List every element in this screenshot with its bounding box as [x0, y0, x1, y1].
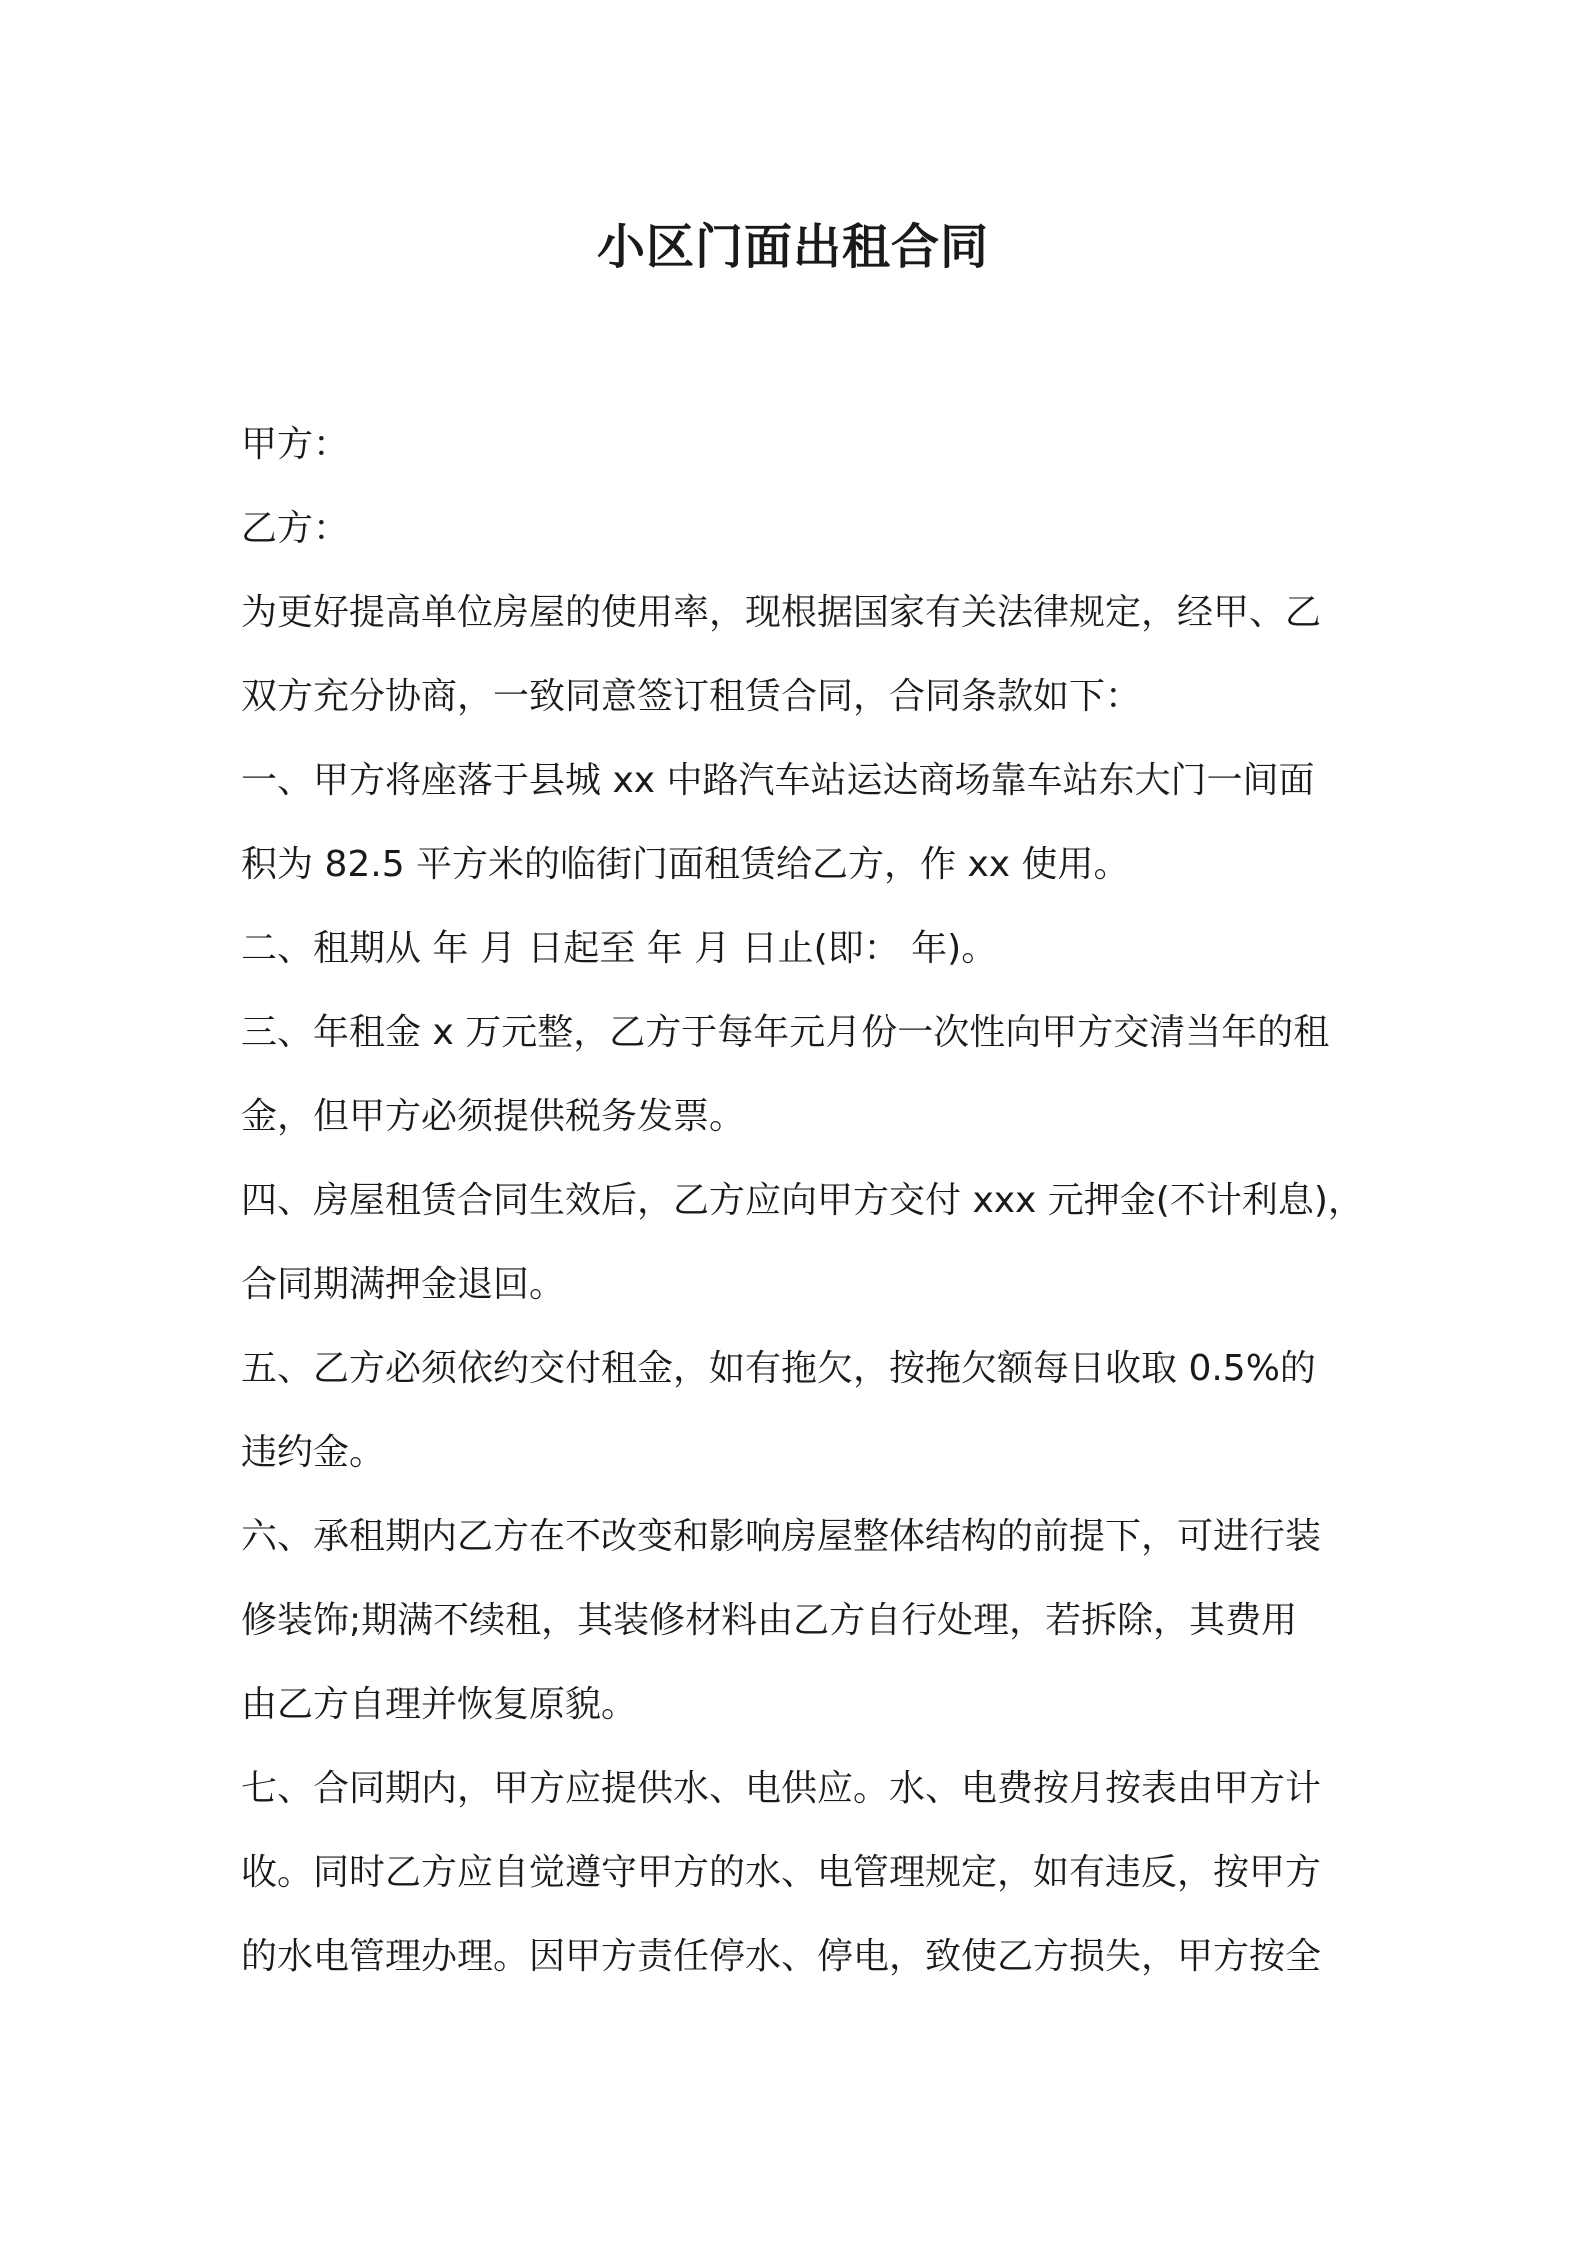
clause-7-line-2: 收。同时乙方应自觉遵守甲方的水、电管理规定，如有违反，按甲方	[241, 1852, 1322, 1893]
clause-4-line-2: 合同期满押金退回。	[241, 1264, 566, 1305]
clause-4-line-1: 四、房屋租赁合同生效后，乙方应向甲方交付 xxx 元押金(不计利息)，	[241, 1180, 1364, 1221]
clause-7-line-1: 七、合同期内，甲方应提供水、电供应。水、电费按月按表由甲方计	[241, 1768, 1322, 1809]
intro-line-2: 双方充分协商，一致同意签订租赁合同，合同条款如下：	[241, 676, 1142, 717]
clause-6-line-1: 六、承租期内乙方在不改变和影响房屋整体结构的前提下，可进行装	[241, 1516, 1322, 1557]
document-body	[241, 403, 1364, 1999]
clause-6-line-2: 修装饰;期满不续租，其装修材料由乙方自行处理，若拆除，其费用	[241, 1600, 1298, 1641]
clause-3-line-2: 金，但甲方必须提供税务发票。	[241, 1096, 746, 1137]
clause-1-line-1: 一、甲方将座落于县城 xx 中路汽车站运达商场靠车站东大门一间面	[241, 760, 1315, 801]
document-title: 小区门面出租合同	[596, 219, 989, 275]
clause-5-line-1: 五、乙方必须依约交付租金，如有拖欠，按拖欠额每日收取 0.5%的	[241, 1348, 1316, 1389]
clause-2-line-1: 二、租期从 年 月 日起至 年 月 日止(即： 年)。	[241, 928, 998, 969]
clause-6-line-3: 由乙方自理并恢复原貌。	[241, 1684, 638, 1725]
clause-5-line-2: 违约金。	[241, 1432, 386, 1473]
party-a-line: 甲方：	[241, 424, 350, 465]
clause-7-line-3: 的水电管理办理。因甲方责任停水、停电，致使乙方损失，甲方按全	[241, 1936, 1322, 1977]
party-b-line: 乙方：	[241, 508, 350, 549]
clause-3-line-1: 三、年租金 x 万元整，乙方于每年元月份一次性向甲方交清当年的租	[241, 1012, 1330, 1053]
intro-line-1: 为更好提高单位房屋的使用率，现根据国家有关法律规定，经甲、乙	[241, 592, 1322, 633]
clause-1-line-2: 积为 82.5 平方米的临街门面租赁给乙方，作 xx 使用。	[241, 844, 1130, 885]
